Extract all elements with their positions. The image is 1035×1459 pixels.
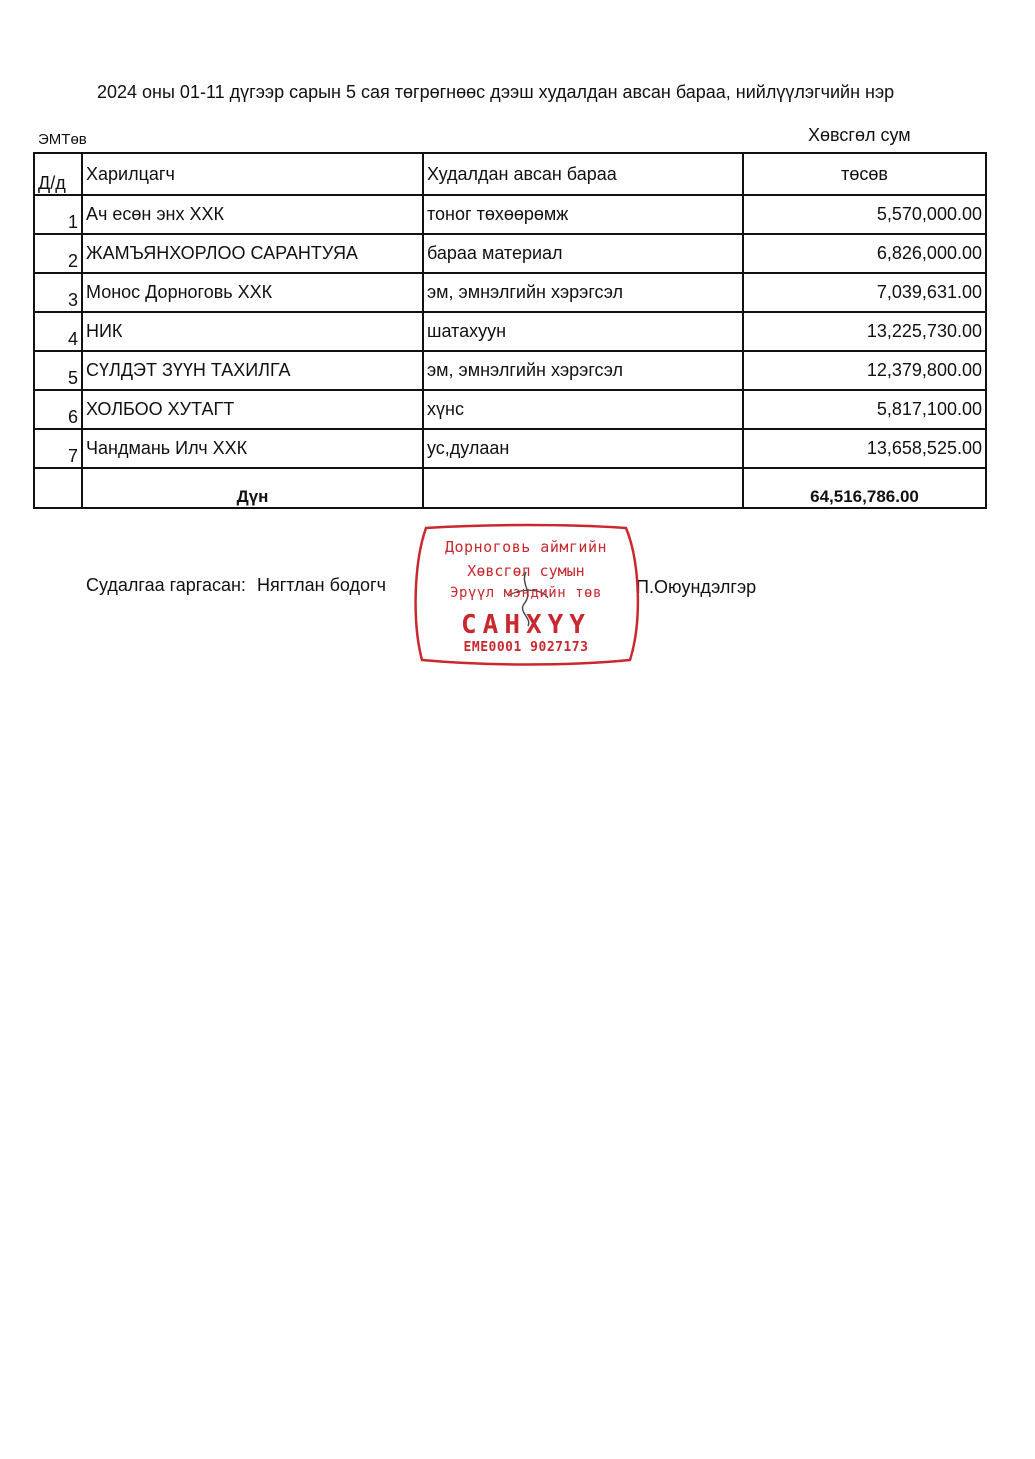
goods-purchased: тоног төхөөрөмж — [423, 195, 743, 234]
signer-name: П.Оюундэлгэр — [636, 577, 757, 597]
row-number: 3 — [34, 273, 82, 312]
row-number: 5 — [34, 351, 82, 390]
goods-purchased: ус,дулаан — [423, 429, 743, 468]
stamp-line-finance: САНХҮҮ — [461, 610, 591, 640]
table-header-row — [34, 153, 986, 195]
supplier-name: Ач есөн энх ХХК — [82, 195, 423, 234]
row-number: 6 — [34, 390, 82, 429]
table-row — [34, 429, 986, 468]
total-label: Дүн — [82, 468, 423, 508]
row-number: 2 — [34, 234, 82, 273]
prepared-by — [86, 575, 392, 596]
budget-amount: 12,379,800.00 — [743, 351, 986, 390]
official-stamp — [408, 522, 644, 668]
location-label: Хөвсгөл сум — [808, 125, 911, 145]
document-title: 2024 оны 01-11 дүгээр сарын 5 сая төгрөгнөөс дээш худалдан авсан бараа, нийлүүлэгчийн нэр — [97, 82, 895, 102]
stamp-line-code: ЕМЕ0001 9027173 — [463, 640, 589, 655]
supplier-name: Монос Дорноговь ХХК — [82, 273, 423, 312]
table-row — [34, 273, 986, 312]
row-number: 7 — [34, 429, 82, 468]
suppliers-table — [33, 152, 987, 509]
budget-amount: 5,570,000.00 — [743, 195, 986, 234]
table-row — [34, 390, 986, 429]
supplier-name: ЖАМЪЯНХОРЛОО САРАНТУЯА — [82, 234, 423, 273]
row-number: 1 — [34, 195, 82, 234]
supplier-name: Чандмань Илч ХХК — [82, 429, 423, 468]
column-header-number: Д/д — [34, 153, 82, 195]
budget-amount: 5,817,100.00 — [743, 390, 986, 429]
total-empty-cell — [34, 468, 82, 508]
budget-amount: 7,039,631.00 — [743, 273, 986, 312]
supplier-name: СҮЛДЭТ ЗҮҮН ТАХИЛГА — [82, 351, 423, 390]
goods-purchased: эм, эмнэлгийн хэрэгсэл — [423, 351, 743, 390]
supplier-name: НИК — [82, 312, 423, 351]
stamp-line-soum: Хөвсгөл сумын — [467, 562, 585, 580]
column-header-supplier: Харилцагч — [82, 153, 423, 195]
budget-amount: 6,826,000.00 — [743, 234, 986, 273]
budget-amount: 13,658,525.00 — [743, 429, 986, 468]
table-row — [34, 351, 986, 390]
column-header-goods: Худалдан авсан бараа — [423, 153, 743, 195]
prepared-label: Судалгаа гаргасан: — [86, 575, 246, 595]
row-number: 4 — [34, 312, 82, 351]
total-amount: 64,516,786.00 — [743, 468, 986, 508]
goods-purchased: хүнс — [423, 390, 743, 429]
total-row — [34, 468, 986, 508]
goods-purchased: шатахуун — [423, 312, 743, 351]
total-empty-cell — [423, 468, 743, 508]
column-header-budget: төсөв — [743, 153, 986, 195]
prepared-position: Нягтлан бодогч — [256, 575, 386, 595]
stamp-line-center: Эрүүл мэндийн төв — [450, 585, 602, 601]
supplier-name: ХОЛБОО ХУТАГТ — [82, 390, 423, 429]
table-row — [34, 195, 986, 234]
table-row — [34, 234, 986, 273]
stamp-line-province: Дорноговь аймгийн — [444, 538, 608, 556]
organization-label: ЭМТөв — [38, 131, 87, 148]
budget-amount: 13,225,730.00 — [743, 312, 986, 351]
goods-purchased: бараа материал — [423, 234, 743, 273]
goods-purchased: эм, эмнэлгийн хэрэгсэл — [423, 273, 743, 312]
table-row — [34, 312, 986, 351]
